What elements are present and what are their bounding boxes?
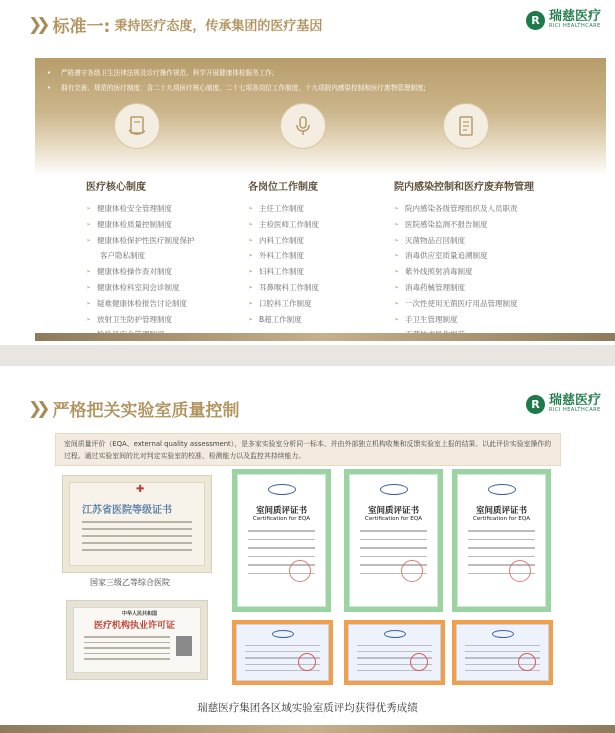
red-seal-icon (289, 560, 311, 582)
list-item: ➢ 健康体检保护性医疗制度保护 (86, 235, 195, 245)
cert1-title: 江苏省医院等级证书 (82, 505, 172, 516)
red-seal-icon (518, 653, 536, 671)
slide1-header (28, 12, 322, 37)
clipboard-hand-icon (114, 103, 160, 149)
rici-logo-icon: R (526, 395, 545, 414)
slide-separator (0, 345, 615, 366)
list-item: ➢ 一次性使用无菌医疗用品管理制度 (394, 298, 518, 308)
list-item: ➢ 消毒药械管理制度 (394, 282, 466, 292)
eqa-title: 室间质评证书 (367, 506, 419, 516)
eqa-logo-icon (492, 630, 514, 638)
slide1-bottom-bar (35, 333, 615, 341)
column-title: 医疗核心制度 (86, 182, 146, 193)
eqa-award-3 (452, 620, 553, 685)
red-seal-icon (401, 560, 423, 582)
list-item: ➢ 健康体检科室间会诊制度 (86, 282, 180, 292)
list-item: ➢ 健康体检操作查对制度 (86, 267, 173, 277)
eqa-certificate-2 (344, 469, 443, 612)
list-item: ➢ 耳鼻喉科工作制度 (248, 282, 320, 292)
list-item: ➢ 主任工作制度 (248, 204, 305, 213)
logo-en-text: RICI HEALTHCARE (548, 23, 601, 29)
list-item: ➢ 内科工作制度 (248, 235, 305, 245)
cert2-header: 中华人民共和国 (122, 611, 158, 617)
list-item: ➢ B超工作制度 (248, 314, 302, 324)
eqa-logo-icon (488, 484, 516, 495)
eqa-intro-box: 室间质量评价（EQA、external quality assessment），是多家实验室分析同一标本、并由外部独立机构收集和反馈实验室上报的结果、以此评价实验室操作的过程。通过实验室间的比对判定实验室的校准、检测能力以及监控其持续能力。 (55, 433, 561, 466)
logo-cn-text: 瑞慈医疗 (548, 393, 601, 408)
list-item: 客户隐私制度 (100, 251, 145, 261)
list-item: ➢ 疑难健康体检报告讨论制度 (86, 298, 188, 308)
eqa-title: 室间质评证书 (255, 506, 307, 516)
hospital-grade-certificate (62, 475, 212, 573)
chevron-right-icon: ❯❯ (28, 14, 45, 35)
column-core-system (86, 178, 195, 343)
list-item: ➢ 外科工作制度 (248, 251, 305, 261)
slide2-bottom-bar (0, 725, 615, 733)
list-item: ➢ 妇科工作制度 (248, 267, 305, 277)
list-item: ➢ 主检医师工作制度 (248, 219, 320, 229)
cert2-title: 医疗机构执业许可证 (94, 621, 176, 631)
eqa-logo-icon (380, 484, 408, 495)
brand-logo (526, 10, 601, 30)
list-item: ➢ 紫外线照射消毒制度 (394, 267, 473, 277)
list-item: ➢ 口腔科工作制度 (248, 298, 312, 308)
column-title: 院内感染控制和医疗废弃物管理 (394, 182, 534, 193)
column-post-system (248, 178, 319, 327)
eqa-logo-icon (272, 630, 294, 638)
list-item: ➢ 灭菌物品召回制度 (394, 235, 466, 245)
eqa-award-2 (344, 620, 445, 685)
photo-placeholder (176, 636, 192, 656)
list-item: ➢ 放射卫生防护管理制度 (86, 314, 173, 324)
eqa-certificate-1 (232, 469, 331, 612)
document-icon (443, 103, 489, 149)
red-seal-icon (410, 653, 428, 671)
list-item: ➢ 手卫生管理制度 (394, 314, 458, 324)
slide2-header (28, 396, 240, 421)
eqa-subtitle: Certification for EQA (364, 516, 423, 522)
eqa-logo-icon (384, 630, 406, 638)
eqa-subtitle: Certification for EQA (252, 516, 311, 522)
red-seal-icon (298, 653, 316, 671)
eqa-award-1 (232, 620, 333, 685)
list-item: ➢ 消毒供应室质量追溯制度 (394, 251, 488, 261)
list-item: ➢ 健康体检安全管理制度 (86, 204, 173, 213)
cert1-caption: 国家三级乙等综合医院 (90, 578, 170, 587)
logo-en-text: RICI HEALTHCARE (548, 407, 601, 413)
slide1-title-prefix: 标准一: (52, 17, 111, 37)
brand-logo (526, 394, 601, 414)
red-cross-icon: ✚ (136, 484, 145, 495)
column-title: 各岗位工作制度 (248, 182, 318, 193)
eqa-logo-icon (268, 484, 296, 495)
footer-caption: 瑞慈医疗集团各区域实验室质评均获得优秀成绩 (197, 702, 418, 714)
logo-cn-text: 瑞慈医疗 (548, 9, 601, 24)
slide1-title: 秉持医疗态度，传承集团的医疗基因 (114, 19, 323, 34)
microphone-icon (280, 103, 326, 149)
list-item: ➢ 医院感染监测不报告制度 (394, 219, 488, 229)
slide-medical-standards (0, 0, 615, 345)
list-item: ➢ 院内感染各级管理组织及人员职责 (394, 204, 518, 213)
slide2-title: 严格把关实验室质量控制 (52, 401, 240, 421)
rici-logo-icon: R (526, 11, 545, 30)
red-seal-icon (509, 560, 531, 582)
eqa-subtitle: Certification for EQA (472, 516, 531, 522)
column-infection-control (394, 178, 534, 343)
eqa-title: 室间质评证书 (475, 506, 527, 516)
medical-license-certificate (66, 600, 208, 680)
banner-line-2: • 拥有完善、规范的医疗制度：含二十九项医疗核心制度、二十七项各岗位工作制度、十九项院内感染控制和医疗废物管理制度; (47, 84, 426, 92)
chevron-right-icon: ❯❯ (28, 398, 45, 419)
list-item: ➢ 健康体检质量控制制度 (86, 219, 173, 229)
eqa-certificate-3 (452, 469, 551, 612)
banner-line-1: • 严格遵守各级卫生法律法规及诊疗操作规范、科学开展健康体检服务工作; (47, 69, 275, 77)
